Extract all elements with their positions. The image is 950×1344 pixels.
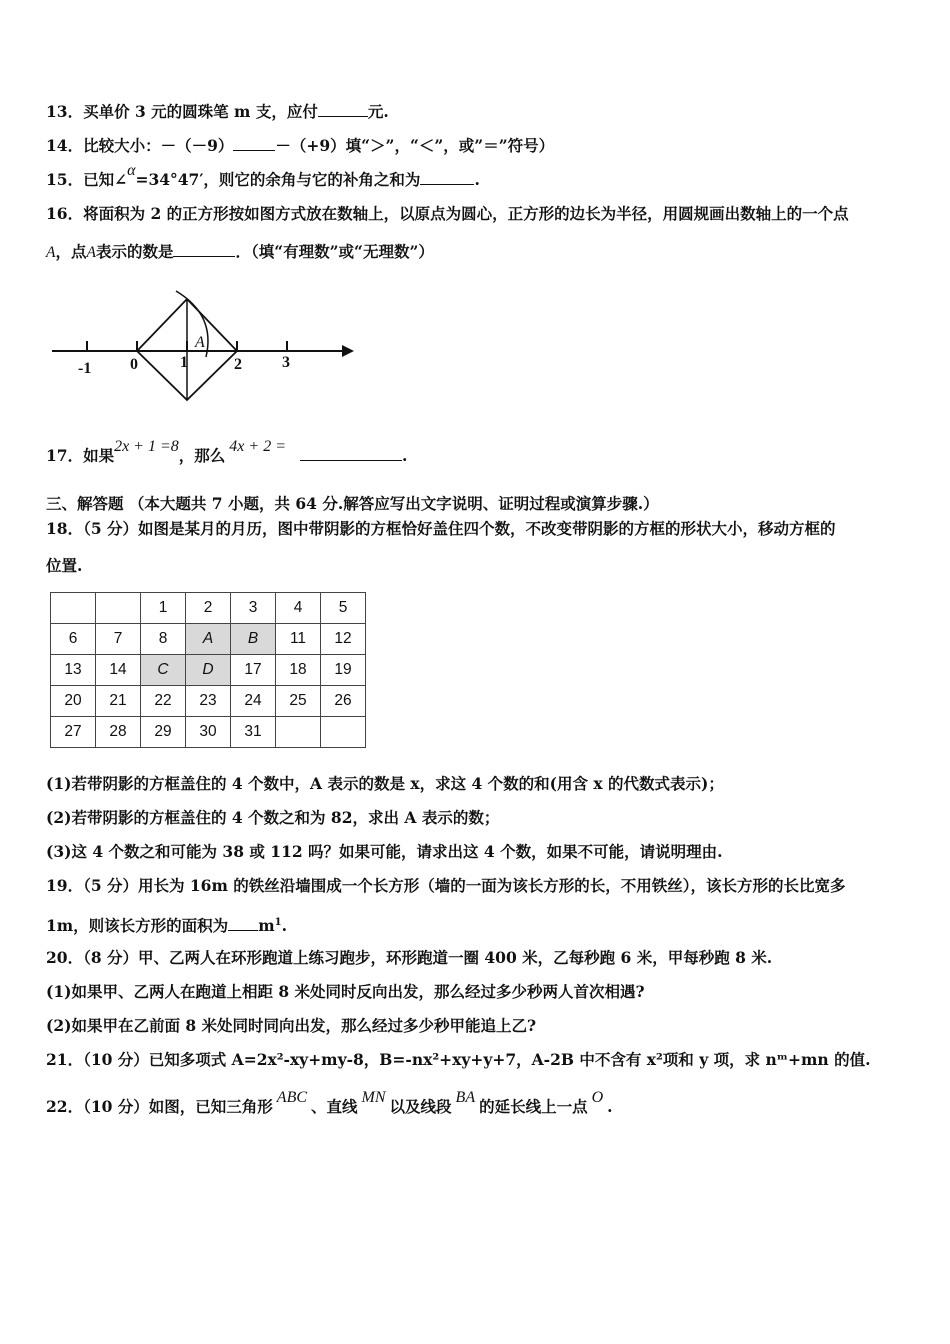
shaded-cell: C: [141, 655, 186, 686]
question-18-line2: 位置.: [46, 556, 83, 575]
calendar-table: [50, 592, 366, 748]
question-18-part2: (2)若带阴影的方框盖住的 4 个数之和为 82，求出 A 表示的数；: [46, 808, 500, 827]
section-3-heading: 三、解答题 （本大题共 7 小题，共 64 分.解答应写出文字说明、证明过程或演算步骤.）: [46, 494, 659, 513]
question-18-part3: (3)这 4 个数之和可能为 38 或 112 吗？如果可能，请求出这 4 个数，如果不可能，请说明理由.: [46, 842, 723, 861]
question-18-line1: 18．（5 分）如图是某月的月历，图中带阴影的方框恰好盖住四个数，不改变带阴影的方框的形状大小，移动方框的: [46, 519, 836, 538]
answer-blank: [233, 136, 275, 151]
calendar-row: 13 14 C D 17 18 19: [51, 655, 366, 686]
question-21: 21．（10 分）已知多项式 A=2x²-xy+my-8，B=-nx²+xy+y+7，A-2B 中不含有 x²项和 y 项，求 nᵐ+mn 的值.: [46, 1050, 871, 1069]
tick-label: 3: [282, 354, 290, 371]
answer-blank: [300, 446, 402, 461]
tick-label: 0: [130, 356, 138, 373]
tick-label: 1: [180, 354, 188, 371]
question-19-line1: 19．（5 分）用长为 16m 的铁丝沿墙围成一个长方形（墙的一面为该长方形的长，不用铁丝），该长方形的长比宽多: [46, 876, 846, 895]
answer-blank: [318, 102, 368, 117]
calendar-row: 1 2 3 4 5: [51, 593, 366, 624]
answer-blank: [173, 242, 235, 257]
equation-2: 4x + 2 =: [229, 438, 286, 455]
tick-label: -1: [78, 360, 92, 377]
question-20-line1: 20．（8 分）甲、乙两人在环形跑道上练习跑步，环形跑道一圈 400 米，乙每秒跑 6 米，甲每秒跑 8 米.: [46, 948, 773, 967]
question-20-part1: (1)如果甲、乙两人在跑道上相距 8 米处同时反向出发，那么经过多少秒两人首次相遇?: [46, 982, 645, 1001]
number-line-figure: [48, 285, 368, 410]
calendar-row: 6 7 8 A B 11 12: [51, 624, 366, 655]
question-22: 22．（10 分）如图，已知三角形 ABC 、直线 MN 以及线段 BA 的延长线上一点 O .: [46, 1089, 613, 1116]
calendar-row: 27 28 29 30 31: [51, 717, 366, 748]
question-13: 13．买单价 3 元的圆珠笔 m 支，应付 元.: [46, 102, 389, 121]
answer-blank: [228, 916, 258, 931]
alpha-symbol: α: [127, 162, 136, 179]
shaded-cell: A: [186, 624, 231, 655]
equation-1: 2x + 1 =8: [114, 438, 179, 455]
question-16-line1: 16．将面积为 2 的正方形按如图方式放在数轴上，以原点为圆心，正方形的边长为半径，用圆规画出数轴上的一个点: [46, 204, 849, 223]
shaded-cell: B: [231, 624, 276, 655]
question-17: 17．如果2x + 1 =8，那么 4x + 2 = .: [46, 438, 408, 465]
question-15: 15．已知∠α=34°47′，则它的余角与它的补角之和为 .: [46, 162, 480, 189]
tick-label: 2: [234, 356, 242, 373]
question-14: 14．比较大小：－（－9） －（+9）填“＞”，“＜”，或”＝”符号）: [46, 136, 555, 155]
question-19-line2: 1m，则该长方形的面积为 $m^1$.: [46, 916, 287, 936]
question-18-part1: (1)若带阴影的方框盖住的 4 个数中，A 表示的数是 x，求这 4 个数的和(用含 x 的代数式表示)；: [46, 774, 724, 793]
axis-arrow-icon: [342, 345, 354, 357]
shaded-cell: D: [186, 655, 231, 686]
calendar-row: 20 21 22 23 24 25 26: [51, 686, 366, 717]
answer-blank: [420, 170, 474, 185]
question-20-part2: (2)如果甲在乙前面 8 米处同时同向出发，那么经过多少秒甲能追上乙?: [46, 1016, 537, 1035]
point-a-label: A: [195, 334, 205, 351]
question-16-line2: A，点A表示的数是 ．（填“有理数”或“无理数”）: [46, 242, 434, 261]
